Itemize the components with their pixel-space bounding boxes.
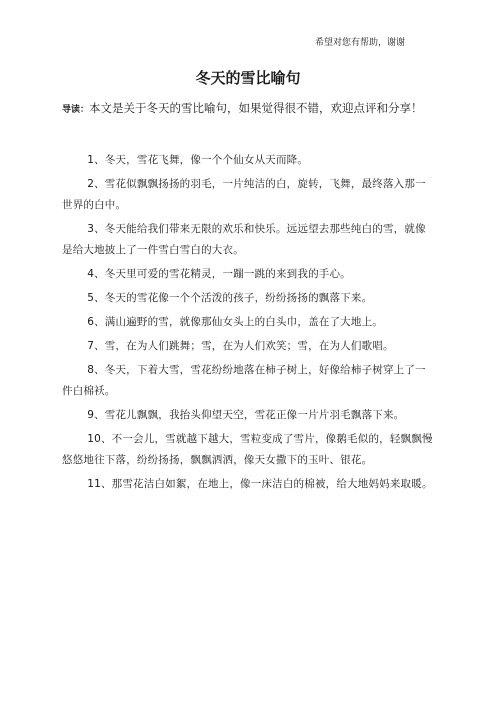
list-item: 10、不一会儿，雪就越下越大，雪粒变成了雪片，像鹅毛似的，轻飘飘慢悠悠地往下落，纷纷扬扬，飘飘洒洒，像天女撒下的玉叶、银花。 xyxy=(62,433,433,466)
list-item: 8、冬天，下着大雪，雪花纷纷地落在柿子树上，好像给柿子树穿上了一件白棉袄。 xyxy=(62,364,426,397)
intro-label: 导读： xyxy=(62,105,90,115)
list-item: 11、那雪花洁白如絮，在地上，像一床洁白的棉被，给大地妈妈来取暖。 xyxy=(87,478,433,490)
document-title: 冬天的雪比喻句 xyxy=(195,69,301,87)
list-item: 9、雪花儿飘飘，我抬头仰望天空，雪花正像一片片羽毛飘落下来。 xyxy=(87,409,405,421)
list-item: 2、雪花似飘飘扬扬的羽毛，一片纯洁的白，旋转，飞舞，最终落入那一世界的白中。 xyxy=(62,178,426,211)
list-item: 6、满山遍野的雪，就像那仙女头上的白头巾，盖在了大地上。 xyxy=(87,316,383,328)
list-item: 5、冬天的雪花像一个个活泼的孩子，纷纷扬扬的飘落下来。 xyxy=(87,292,373,304)
list-item: 7、雪，在为人们跳舞；雪，在为人们欢笑；雪，在为人们歌唱。 xyxy=(87,340,394,352)
list-item: 4、冬天里可爱的雪花精灵，一蹦一跳的来到我的手心。 xyxy=(87,268,351,280)
header-note: 希望对您有帮助，谢谢 xyxy=(314,38,405,48)
list-item: 3、冬天能给我们带来无限的欢乐和快乐。远远望去那些纯白的雪，就像是给大地披上了一件雪白雪白的大衣。 xyxy=(62,223,426,256)
intro-paragraph xyxy=(62,97,438,121)
list-item: 1、冬天，雪花飞舞，像一个个仙女从天而降。 xyxy=(87,154,309,166)
simile-list xyxy=(62,150,436,498)
intro-text: 本文是关于冬天的雪比喻句，如果觉得很不错，欢迎点评和分享！ xyxy=(89,101,423,115)
